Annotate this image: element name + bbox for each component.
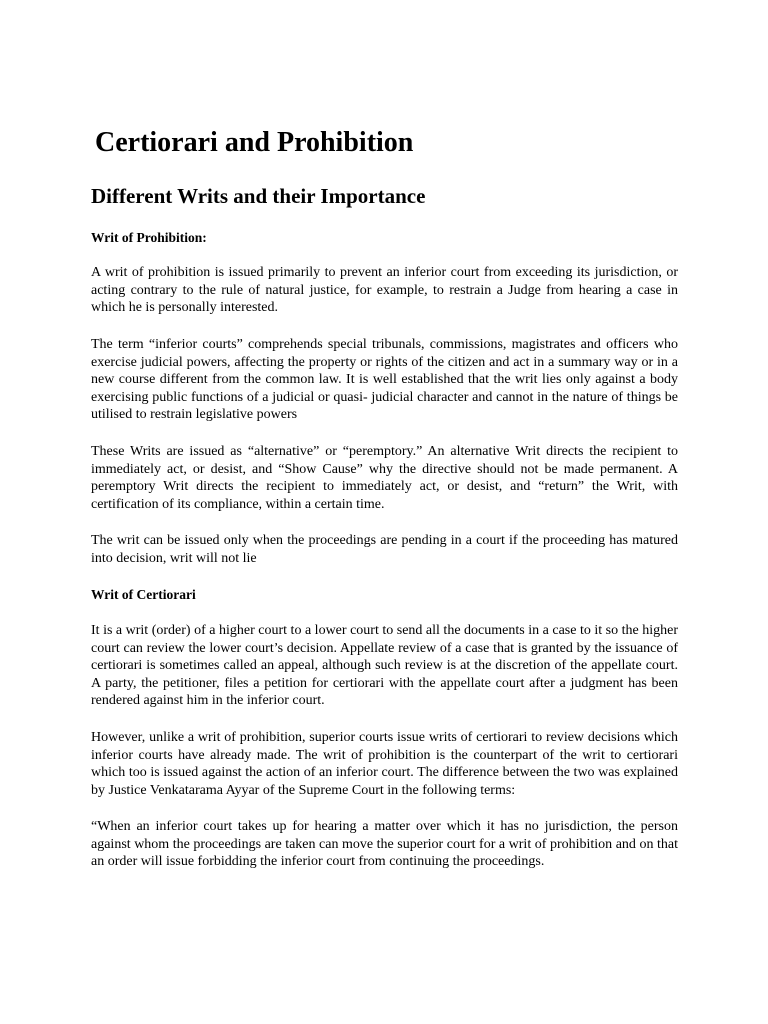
section-heading-certiorari: Writ of Certiorari (91, 587, 196, 602)
section-heading-prohibition: Writ of Prohibition: (91, 230, 207, 245)
paragraph-certiorari-vs-prohibition: However, unlike a writ of prohibition, superior courts issue writs of certiorari to review decisions which inferior courts have already made. The writ of prohibition is the counterpart of the writ to certiorari which too is issued against the action of an inferior court. The difference between the two was explained by Justice Venkatarama Ayyar of the Supreme Court in the following terms: (91, 730, 678, 798)
paragraph-writ-types: These Writs are issued as “alternative” or “peremptory.” An alternative Writ directs the recipient to immediately act, or desist, and “Show Cause” why the directive should not be made permanent. A peremptory Writ directs the recipient to immediately act, or desist, and “return” the Writ, with certification of its compliance, within a certain time. (91, 444, 678, 512)
paragraph-quote: “When an inferior court takes up for hearing a matter over which it has no jurisdiction, the person against whom the proceedings are taken can move the superior court for a writ of prohibition and on that an order will issue forbidding the inferior court from continuing the proceedings. (91, 819, 678, 870)
paragraph-certiorari-definition: It is a writ (order) of a higher court to a lower court to send all the documents in a case to it so the higher court can review the lower court’s decision. Appellate review of a case that is granted by the issuance of certiorari is sometimes called an appeal, although such review is at the discretion of the appellate court. A party, the petitioner, files a petition for certiorari with the appellate court after a judgment has been rendered against him in the inferior court. (91, 623, 678, 709)
paragraph-pending-proceedings: The writ can be issued only when the proceedings are pending in a court if the proceeding has matured into decision, writ will not lie (91, 533, 678, 566)
document-subtitle: Different Writs and their Importance (91, 184, 426, 208)
document-title: Certiorari and Prohibition (95, 127, 414, 158)
paragraph-prohibition-definition: A writ of prohibition is issued primarily to prevent an inferior court from exceeding its jurisdiction, or acting contrary to the rule of natural justice, for example, to restrain a Judge from hearing a case in which he is personally interested. (91, 265, 678, 316)
paragraph-inferior-courts: The term “inferior courts” comprehends special tribunals, commissions, magistrates and officers who exercise judicial powers, affecting the property or rights of the citizen and act in a summary way or in a new course different from the common law. It is well established that the writ lies only against a body exercising public functions of a judicial or quasi- judicial character and cannot in the nature of things be utilised to restrain legislative powers (91, 337, 678, 423)
